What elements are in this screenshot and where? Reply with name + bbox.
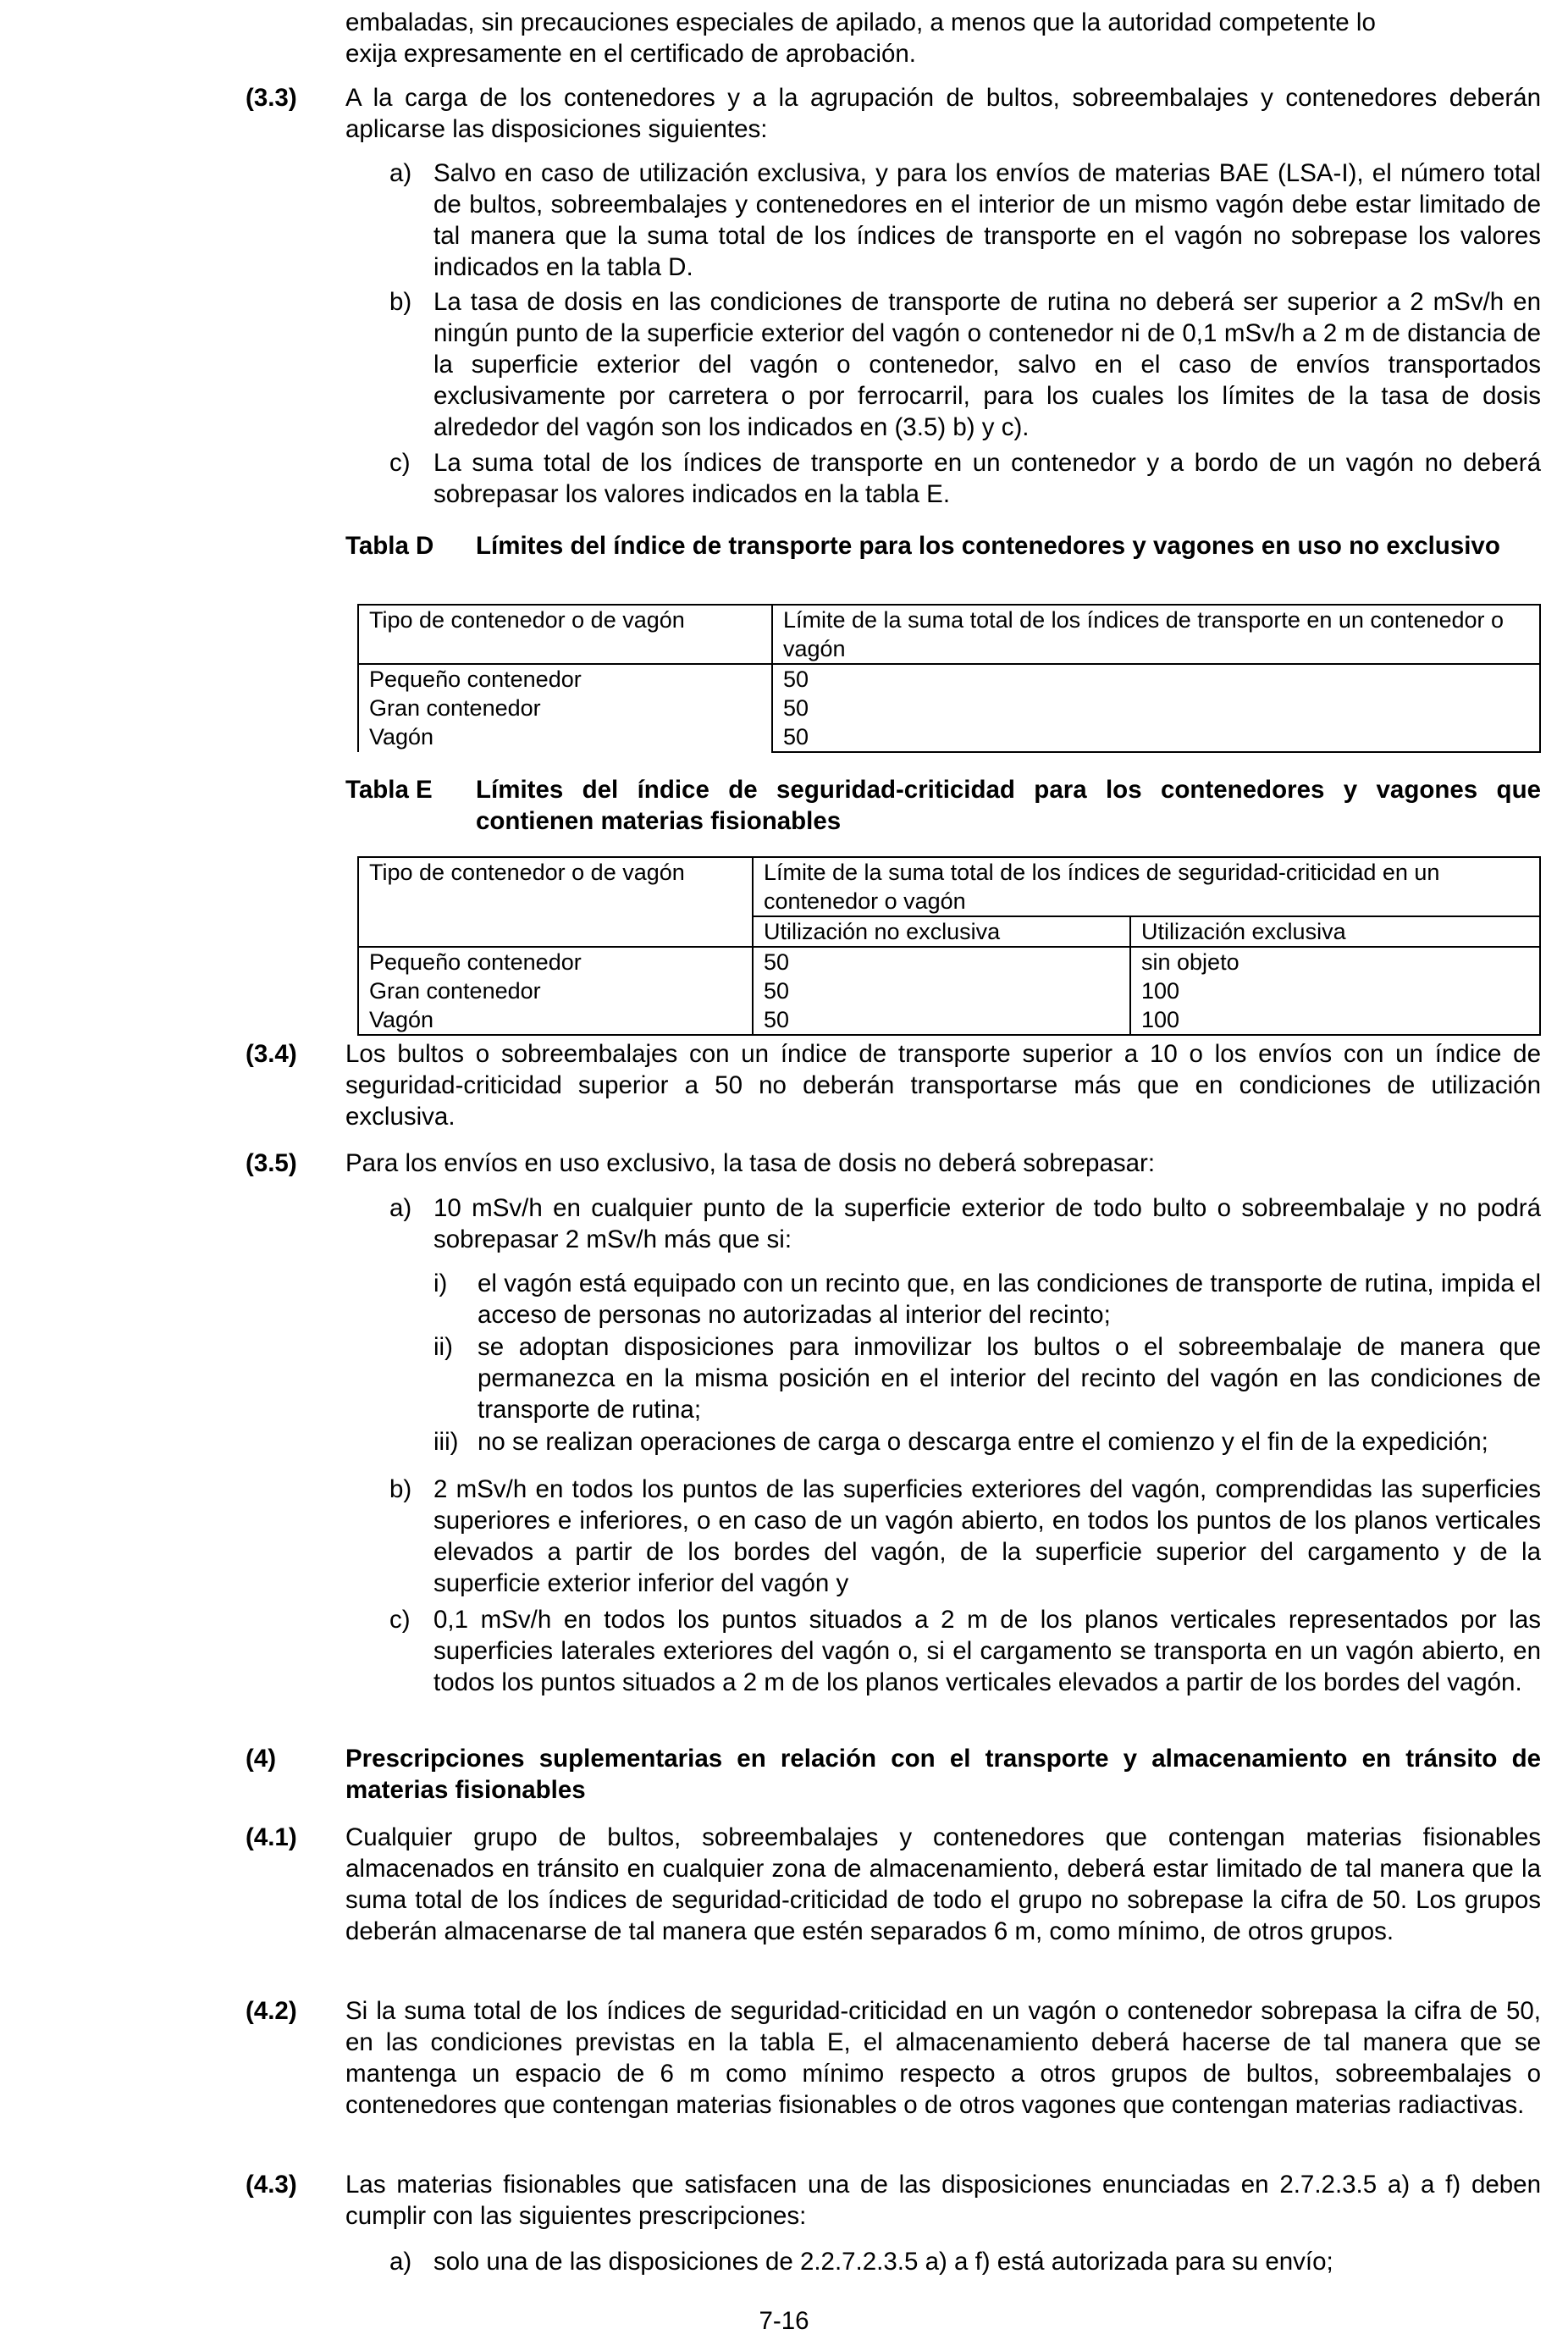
table-header-cell: Límite de la suma total de los índices de transporte en un contenedor o vagón	[772, 605, 1540, 664]
section-3-5-text: Para los envíos en uso exclusivo, la tasa de dosis no deberá sobrepasar:	[345, 1149, 1156, 1177]
row-value: 50	[764, 949, 790, 975]
row-value: 50	[764, 1007, 790, 1032]
row-value: 50	[783, 724, 809, 750]
section-number-4-1: (4.1)	[246, 1823, 297, 1851]
table-cell	[772, 664, 1540, 752]
item-text: se adoptan disposiciones para inmovilizar los bultos o el sobreembalaje de manera que permanezca en la misma posición en el interior del recinto del vagón en las condiciones de transporte de rutina;	[478, 1333, 1541, 1424]
item-text: La tasa de dosis en las condiciones de transporte de rutina no deberá ser superior a 2 mSv/h en ningún punto de la superficie exterior del vagón o contenedor ni de 0,1 mSv/h a 2 m de distancia de la superficie exterior del vagón o contenedor, salvo en el caso de envíos transportados exclusivamente por carretera o por ferrocarril, para los cuales los límites de la tasa de dosis alrededor del vagón son los indicados en (3.5) b) y c).	[433, 288, 1541, 441]
item-text: el vagón está equipado con un recinto que, en las condiciones de transporte de rutina, impida el acceso de personas no autorizadas al interior del recinto;	[478, 1270, 1541, 1329]
section-4-heading: Prescripciones suplementarias en relación con el transporte y almacenamiento en tránsito de materias fisionables	[345, 1745, 1541, 1804]
section-3-4-text: Los bultos o sobreembalajes con un índice de transporte superior a 10 o los envíos con un índice de seguridad-criticidad superior a 50 no deberán transportarse más que en condiciones de utilización exclusiva.	[345, 1040, 1541, 1131]
row-label: Pequeño contenedor	[369, 949, 582, 975]
section-number-3-5: (3.5)	[246, 1149, 297, 1177]
item-label: ii)	[433, 1333, 453, 1361]
row-value: 50	[783, 667, 809, 692]
table-row	[358, 605, 1540, 664]
item-label: i)	[433, 1270, 448, 1297]
table-cell	[1130, 947, 1540, 1035]
row-value: sin objeto	[1141, 949, 1239, 975]
table-cell	[753, 947, 1130, 1035]
page-number: 7-16	[759, 2307, 809, 2335]
table-d	[357, 604, 1541, 753]
row-value: 50	[783, 695, 809, 721]
row-label: Gran contenedor	[369, 978, 541, 1004]
table-row	[358, 947, 1540, 1035]
section-number-3-4: (3.4)	[246, 1040, 297, 1068]
item-text: solo una de las disposiciones de 2.2.7.2.3.5 a) a f) está autorizada para su envío;	[433, 2248, 1333, 2276]
row-value: 100	[1141, 1007, 1180, 1032]
intro-line-2: exija expresamente en el certificado de aprobación.	[345, 40, 916, 68]
item-label: b)	[389, 1475, 412, 1503]
table-cell	[358, 947, 753, 1035]
section-number-3-3: (3.3)	[246, 84, 297, 112]
table-subheader-cell: Utilización exclusiva	[1130, 916, 1540, 947]
section-number-4: (4)	[246, 1745, 277, 1773]
item-text: 2 mSv/h en todos los puntos de las superficies exteriores del vagón, comprendidas las superficies superiores e inferiores, o en caso de un vagón abierto, en todos los puntos de los planos verticales elevados a partir de los bordes del vagón, de la superficie superior del cargamento y de la superficie exterior inferior del vagón y	[433, 1475, 1541, 1597]
table-header-cell: Tipo de contenedor o de vagón	[358, 605, 772, 664]
item-label: c)	[389, 449, 411, 477]
item-label: a)	[389, 1194, 412, 1222]
item-label: a)	[389, 2248, 412, 2276]
item-label: iii)	[433, 1428, 459, 1456]
table-d-label: Tabla D	[345, 532, 434, 560]
table-e	[357, 856, 1541, 1036]
table-cell	[358, 664, 772, 752]
table-e-title: Límites del índice de seguridad-criticidad para los contenedores y vagones que contienen materias fisionables	[476, 776, 1541, 835]
table-row	[358, 664, 1540, 752]
section-4-2-text: Si la suma total de los índices de seguridad-criticidad en un vagón o contenedor sobrepasa la cifra de 50, en las condiciones previstas en la tabla E, el almacenamiento deberá hacerse de tal manera que se mantenga un espacio de 6 m como mínimo respecto a otros grupos de bultos, sobreembalajes o contenedores que contengan materias fisionables o de otros vagones que contengan materias radiactivas.	[345, 1997, 1541, 2119]
row-label: Vagón	[369, 1007, 434, 1032]
table-e-label: Tabla E	[345, 776, 433, 804]
item-label: c)	[389, 1606, 411, 1634]
item-text: La suma total de los índices de transporte en un contenedor y a bordo de un vagón no deberá sobrepasar los valores indicados en la tabla E.	[433, 449, 1541, 508]
row-label: Vagón	[369, 724, 434, 750]
section-4-3-text: Las materias fisionables que satisfacen una de las disposiciones enunciadas en 2.7.2.3.5 a) a f) deben cumplir con las siguientes prescripciones:	[345, 2171, 1541, 2230]
table-row	[358, 857, 1540, 916]
item-text: 0,1 mSv/h en todos los puntos situados a 2 m de los planos verticales representados por las superficies laterales exteriores del vagón o, si el cargamento se transporta en un vagón abierto, en todos los puntos situados a 2 m de los planos verticales elevados a partir de los bordes del vagón.	[433, 1606, 1541, 1696]
row-label: Pequeño contenedor	[369, 667, 582, 692]
row-label: Gran contenedor	[369, 695, 541, 721]
row-value: 100	[1141, 978, 1180, 1004]
row-value: 50	[764, 978, 790, 1004]
table-header-cell: Tipo de contenedor o de vagón	[358, 857, 753, 947]
table-d-title: Límites del índice de transporte para los contenedores y vagones en uso no exclusivo	[476, 532, 1500, 560]
section-3-3-text: A la carga de los contenedores y a la agrupación de bultos, sobreembalajes y contenedores deberán aplicarse las disposiciones siguientes:	[345, 84, 1541, 143]
section-number-4-2: (4.2)	[246, 1997, 297, 2025]
table-header-cell: Límite de la suma total de los índices de seguridad-criticidad en un contenedor o vagón	[753, 857, 1540, 916]
section-number-4-3: (4.3)	[246, 2171, 297, 2199]
item-label: a)	[389, 159, 412, 187]
item-text: Salvo en caso de utilización exclusiva, y para los envíos de materias BAE (LSA-I), el número total de bultos, sobreembalajes y contenedores en el interior de un mismo vagón debe estar limitado de tal manera que la suma total de los índices de transporte en el vagón no sobrepase los valores indicados en la tabla D.	[433, 159, 1541, 281]
table-subheader-cell: Utilización no exclusiva	[753, 916, 1130, 947]
item-text: no se realizan operaciones de carga o descarga entre el comienzo y el fin de la expedición;	[478, 1428, 1488, 1456]
intro-line-1: embaladas, sin precauciones especiales de apilado, a menos que la autoridad competente lo	[345, 8, 1376, 36]
item-label: b)	[389, 288, 412, 316]
section-4-1-text: Cualquier grupo de bultos, sobreembalajes y contenedores que contengan materias fisionables almacenados en tránsito en cualquier zona de almacenamiento, deberá estar limitado de tal manera que la suma total de los índices de seguridad-criticidad de todo el grupo no sobrepase la cifra de 50. Los grupos deberán almacenarse de tal manera que estén separados 6 m, como mínimo, de otros grupos.	[345, 1823, 1541, 1945]
item-text: 10 mSv/h en cualquier punto de la superficie exterior de todo bulto o sobreembalaje y no podrá sobrepasar 2 mSv/h más que si:	[433, 1194, 1541, 1253]
